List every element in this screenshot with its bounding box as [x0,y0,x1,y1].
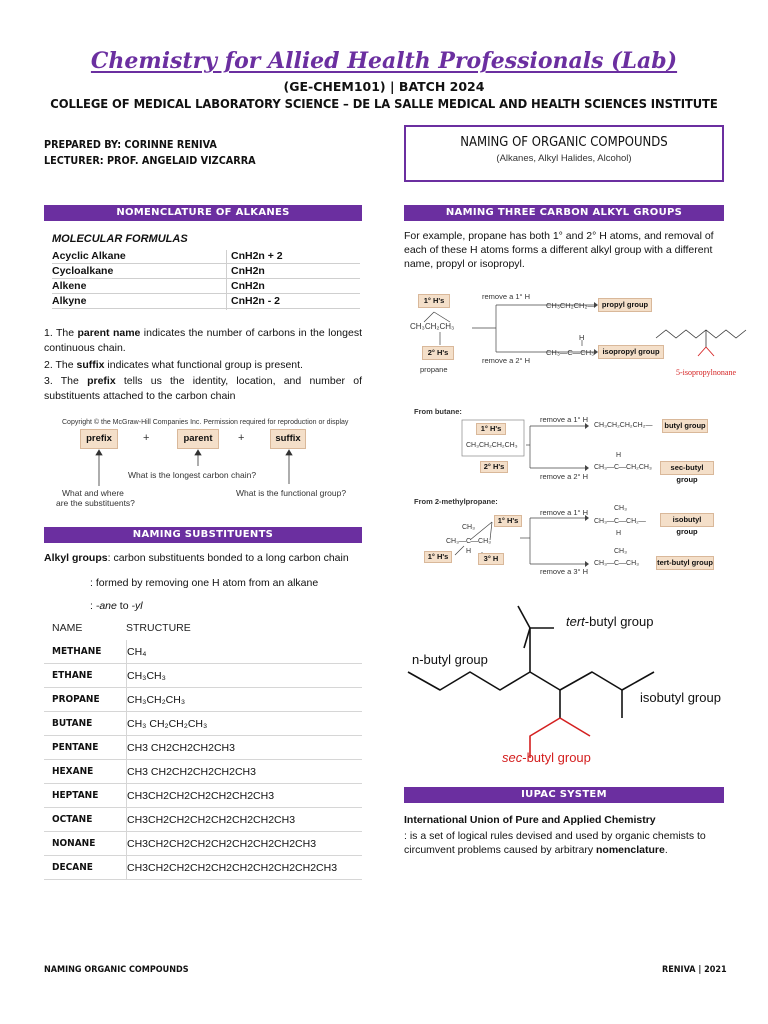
formula-name: Cycloalkane [52,265,114,277]
isopropylnonane-label: 5-isopropylnonane [676,368,736,377]
alkane-name: PROPANE [52,694,100,705]
methylpropane-remove-primary: remove a 1° H [540,508,589,517]
three-carbon-intro: For example, propane has both 1° and 2° H atoms, and removal of each of these H atoms forms a different alkyl group with a different name, propyl or isopropyl. [404,230,714,270]
alkane-structure: CH₃ CH₂CH₂CH₃ [127,718,208,730]
prepared-by: PREPARED BY: CORINNE RENIVA [44,139,217,151]
formula-name: Alkene [52,280,87,292]
question-parent: What is the longest carbon chain? [128,470,257,480]
tert-butyl-group-box: tert-butyl group [656,556,714,570]
isobutyl-formula: CH₃—C—CH₂— [594,518,646,525]
isobutyl-ch3: CH₃ [614,505,627,512]
alkane-name: DECANE [52,862,93,873]
formula-value: CnH2n [226,265,265,280]
question-prefix-2: are the substituents? [56,498,135,508]
isobutyl-label: isobutyl group [640,690,721,705]
alkane-name: HEXANE [52,766,94,777]
alkane-name: NONANE [52,838,96,849]
alkane-name: BUTANE [52,718,93,729]
alkane-structure: CH3 CH2CH2CH2CH3 [127,742,235,754]
propane-label: propane [420,365,448,374]
methyl-ch3: CH₃ [462,524,475,531]
column-name: NAME [52,622,83,634]
propyl-formula: CH₃CH₂CH₂— [546,301,595,310]
alkane-name: ETHANE [52,670,93,681]
isopropyl-h: H [579,333,585,342]
alkane-structure: CH3CH2CH2CH2CH2CH2CH2CH3 [127,814,296,826]
alkane-name: PENTANE [52,742,99,753]
methylpropane-main: CH₃—C—CH₃ [446,538,491,545]
column-structure: STRUCTURE [126,622,191,634]
rule-parent-name: 1. The parent name indicates the number of carbons in the longest continuous chain. [44,327,362,354]
formula-value: CnH2n [226,280,265,295]
section-substituents-heading: NAMING SUBSTITUENTS [44,527,362,543]
section-three-carbon-heading: NAMING THREE CARBON ALKYL GROUPS [404,205,724,221]
topic-subtitle: (Alkanes, Alkyl Halides, Alcohol) [496,153,632,164]
alkane-structure: CH3 CH2CH2CH2CH2CH3 [127,766,256,778]
iupac-definition: : is a set of logical rules devised and used by organic chemists to circumvent problems caused by arbitrary nomenclature. [404,830,706,856]
lecturer: LECTURER: PROF. ANGELAID VIZCARRA [44,155,256,167]
propyl-group-box: propyl group [598,298,652,312]
sec-butyl-formula: CH₃—C—CH₂CH₃ [594,464,652,471]
iupac-name: International Union of Pure and Applied Chemistry [404,814,656,826]
formula-value: CnH2n - 2 [226,295,280,310]
isopropyl-group-box: isopropyl group [598,345,664,359]
alkane-structure: CH3CH2CH2CH2CH2CH2CH2CH2CH3 [127,838,317,850]
alkane-structure: CH3CH2CH2CH2CH2CH2CH2CH2CH2CH3 [127,862,338,874]
from-methylpropane-label: From 2-methylpropane: [414,497,498,506]
rule-suffix: 2. The suffix indicates what functional group is present. [44,359,303,371]
butane-primary-h-box: 1° H's [476,423,506,435]
formula-name: Alkyne [52,295,87,307]
plus-sign: + [238,432,245,444]
methylpropane-primary-h-box: 1° H's [494,515,522,527]
formula-name: Acyclic Alkane [52,250,126,262]
isobutyl-group-box: isobutyl group [660,513,714,527]
topic-title: NAMING OF ORGANIC COMPOUNDS [460,135,668,150]
methylpropane-h: H [466,548,472,555]
parent-box: parent [177,429,219,449]
course-code: (GE-CHEM101) | BATCH 2024 [283,79,485,94]
molecular-formulas-title: MOLECULAR FORMULAS [52,233,188,245]
formula-value: CnH2n + 2 [226,250,283,265]
propane-formula: CH₃CH₂CH₃ [410,322,455,331]
alkane-structure: CH₄ [127,646,147,658]
alkane-name: METHANE [52,646,102,657]
section-nomenclature-heading: NOMENCLATURE OF ALKANES [44,205,362,221]
butane-remove-primary: remove a 1° H [540,415,589,424]
footer-right: RENIVA | 2021 [662,965,727,975]
question-suffix: What is the functional group? [236,488,347,498]
prefix-box: prefix [80,429,118,449]
question-prefix-1: What and where [62,488,124,498]
copyright-note: Copyright © the McGraw-Hill Companies Inc. Permission required for reproduction or display [62,419,349,426]
tertiary-h-box: 3° H [478,553,504,565]
alkane-structure: CH₃CH₂CH₃ [127,694,186,706]
butane-remove-secondary: remove a 2° H [540,472,589,481]
isopropyl-formula: CH₃—C—CH₃ [546,348,595,357]
plus-sign: + [143,432,150,444]
rule-prefix: 3. The prefix tells us the identity, location, and number of substituents attached to the carbon chain [44,375,362,402]
remove-secondary-label: remove a 2° H [482,356,531,365]
alkyl-groups-formation: : formed by removing one H atom from an alkane [90,577,319,589]
page-title: Chemistry for Allied Health Professionals (Lab) [90,48,678,74]
sec-butyl-label: sec-butyl group [502,750,591,765]
remove-primary-label: remove a 1° H [482,292,531,301]
primary-h-box: 1° H's [418,294,450,308]
alkane-name: OCTANE [52,814,93,825]
alkyl-groups-definition: Alkyl groups: carbon substituents bonded to a long carbon chain [44,552,349,564]
sec-butyl-h: H [616,452,622,459]
section-iupac-heading: IUPAC SYSTEM [404,787,724,803]
alkane-structure: CH3CH2CH2CH2CH2CH2CH3 [127,790,275,802]
alkane-name: HEPTANE [52,790,99,801]
tert-butyl-ch3: CH₃ [614,548,627,555]
butyl-formula: CH₃CH₂CH₂CH₂— [594,422,653,429]
sec-butyl-group-box: sec-butyl group [660,461,714,475]
footer-left: NAMING ORGANIC COMPOUNDS [44,965,189,975]
suffix-box: suffix [270,429,306,449]
butane-secondary-h-box: 2° H's [480,461,508,473]
college-name: COLLEGE OF MEDICAL LABORATORY SCIENCE – DE LA SALLE MEDICAL AND HEALTH SCIENCES INSTITUTE [50,96,718,111]
alkyl-groups-suffix-rule: : -ane to -yl [90,600,143,612]
butyl-group-box: butyl group [662,419,708,433]
secondary-h-box: 2° H's [422,346,454,360]
from-butane-label: From butane: [414,407,462,416]
methylpropane-remove-tertiary: remove a 3° H [540,567,589,576]
n-butyl-label: n-butyl group [412,652,488,667]
tert-butyl-formula: CH₃—C—CH₃ [594,560,639,567]
alkane-structure: CH₃CH₃ [127,670,166,682]
tert-butyl-label: tert-butyl group [566,614,654,629]
isobutyl-h: H [616,530,622,537]
methylpropane-primary-h-box-2: 1° H's [424,551,452,563]
butane-formula: CH₃CH₂CH₂CH₃ [466,442,518,449]
